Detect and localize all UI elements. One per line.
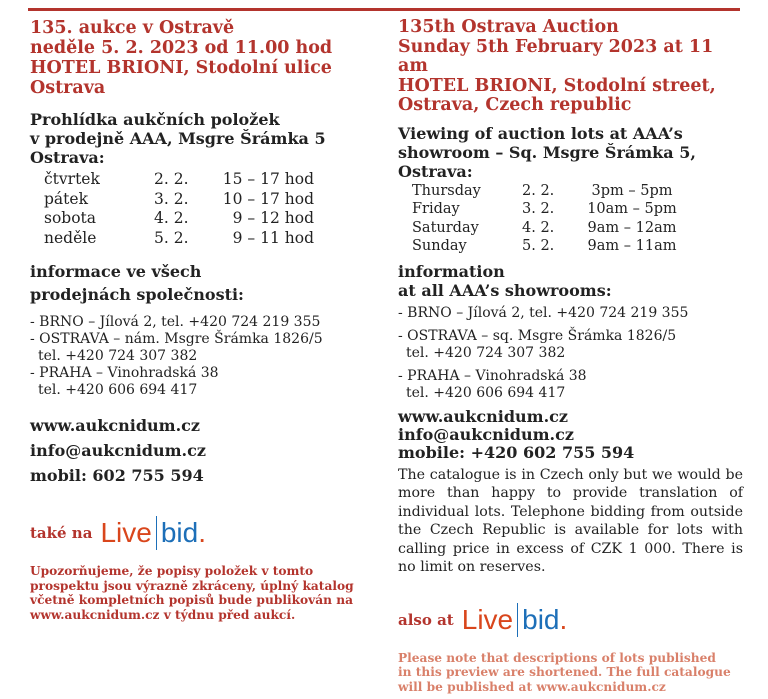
schedule-time: 9 – 11 hod [232,228,314,247]
schedule-date: 2. 2. [522,182,555,199]
viewing-line: Viewing of auction lots at AAA’s [398,123,683,143]
branch-line: - BRNO – Jílová 2, tel. +420 724 219 355 [398,304,689,321]
mobile-number: mobil: 602 755 594 [30,466,204,485]
czech-column [30,18,380,622]
branch-line: - PRAHA – Vinohradská 38 [398,367,587,384]
schedule-day: Sunday [412,238,467,254]
schedule-row [412,182,682,201]
notice-line: will be published at www.aukcnidum.cz [398,679,666,694]
schedule-date: 4. 2. [522,219,555,236]
notice-line: prospektu jsou výrazně zkráceny, úplný katalog [30,578,354,593]
livebid-live-word: Live [461,603,514,635]
viewing-line: Ostrava: [398,161,473,181]
livebid-bid-word: bid [522,603,560,635]
header-line: Sunday 5th February 2023 at 11 am [398,36,714,76]
livebid-dot: . [198,517,206,548]
schedule-time: 3pm – 5pm [591,182,673,199]
header-line: 135. aukce v Ostravě [30,18,235,38]
livebid-logo-en[interactable] [398,603,743,637]
header-line: HOTEL BRIONI, Stodolní ulice [30,58,332,78]
schedule-row [412,200,682,219]
schedule-day: čtvrtek [44,170,100,188]
schedule-row [44,229,314,249]
schedule-time: 10am – 5pm [587,201,677,217]
schedule-date: 4. 2. [154,209,189,227]
email-link[interactable]: info@aukcnidum.cz [30,441,206,460]
branch-line: tel. +420 724 307 382 [406,344,566,361]
viewing-title-en [398,124,743,181]
schedule-time: 9am – 11am [587,238,677,254]
info-title-cz [30,260,380,306]
schedule-row [412,219,682,238]
viewing-line: showroom – Sq. Msgre Šrámka 5, [398,142,696,162]
info-title-en [398,262,743,300]
website-link[interactable]: www.aukcnidum.cz [398,406,568,426]
livebid-prefix: také na [30,524,93,542]
branch-line: - OSTRAVA – sq. Msgre Šrámka 1826/5 [398,327,677,344]
livebid-dot: . [559,603,568,635]
website-link[interactable]: www.aukcnidum.cz [30,416,200,435]
viewing-title-cz [30,110,380,167]
notice-line: včetně kompletních popisů bude publikován na [30,593,354,607]
schedule-day: sobota [44,209,97,227]
branch-line: - BRNO – Jílová 2, tel. +420 724 219 355 [30,314,321,330]
branch-line: - OSTRAVA – nám. Msgre Šrámka 1826/5 [30,331,323,347]
notice-line: Upozorňujeme, že popisy položek v tomto [30,564,314,578]
header-line: Ostrava, Czech republic [398,95,632,115]
catalogue-text: The catalogue is in Czech only but we would be more than happy to provide translation of individual lots. Telephone bidding from outside the Czech Republic is available for lots with calling price in excess of CZK 1 000. There is no limit on reserves. [398,466,743,575]
schedule-time: 15 – 17 hod [222,170,314,188]
schedule-time: 9am – 12am [587,219,677,236]
schedule-day: Thursday [412,182,481,199]
mobile-number: mobile: +420 602 755 594 [398,442,635,462]
branch-list-cz [30,314,380,399]
info-title-line: information [398,261,505,281]
info-title-line: at all AAA’s showrooms: [398,280,612,300]
viewing-line: v prodejně AAA, Msgre Šrámka 5 [30,129,326,148]
viewing-schedule-en [412,182,682,256]
contacts-en [398,408,743,462]
livebid-bid-word: bid [160,517,199,548]
branch-line: tel. +420 606 694 417 [406,384,566,401]
viewing-schedule-cz [44,170,314,248]
top-divider-line [28,8,740,11]
contacts-cz [30,413,380,488]
branch-line: tel. +420 606 694 417 [38,382,198,398]
header-line: Ostrava [30,78,106,98]
schedule-date: 5. 2. [154,228,189,247]
schedule-date: 3. 2. [522,201,555,217]
notice-cz [30,564,380,622]
livebid-separator [156,516,157,550]
livebid-separator [517,603,518,637]
schedule-date: 3. 2. [154,189,189,208]
notice-line: Please note that descriptions of lots published [398,650,716,665]
schedule-day: neděle [44,228,97,247]
notice-line: www.aukcnidum.cz v týdnu před aukcí. [30,607,296,622]
schedule-row [44,170,314,190]
info-title-line: informace ve všech [30,262,202,281]
viewing-line: Prohlídka aukčních položek [30,110,280,129]
notice-en [398,651,743,695]
header-line: 135th Ostrava Auction [398,17,619,37]
schedule-day: Friday [412,201,460,217]
branch-line: tel. +420 724 307 382 [38,348,198,364]
english-column [398,18,743,694]
schedule-row [44,209,314,229]
viewing-line: Ostrava: [30,148,105,167]
livebid-live-word: Live [100,517,152,548]
schedule-row [412,237,682,256]
header-line: neděle 5. 2. 2023 od 11.00 hod [30,38,333,58]
auction-header-cz [30,18,380,98]
auction-header-en [398,18,743,116]
schedule-date: 2. 2. [154,170,189,188]
livebid-prefix: also at [398,610,454,629]
schedule-day: pátek [44,189,88,208]
schedule-time: 10 – 17 hod [222,189,314,208]
livebid-logo-cz[interactable] [30,516,380,550]
email-link[interactable]: info@aukcnidum.cz [398,424,574,444]
schedule-day: Saturday [412,219,479,236]
schedule-row [44,190,314,210]
branch-list-en [398,305,743,402]
schedule-date: 5. 2. [522,238,555,254]
info-title-line: prodejnách společnosti: [30,285,244,304]
header-line: HOTEL BRIONI, Stodolní street, [398,75,716,96]
branch-line: - PRAHA – Vinohradská 38 [30,365,219,381]
notice-line: in this preview are shortened. The full catalogue [398,665,731,679]
schedule-time: 9 – 12 hod [232,209,314,227]
